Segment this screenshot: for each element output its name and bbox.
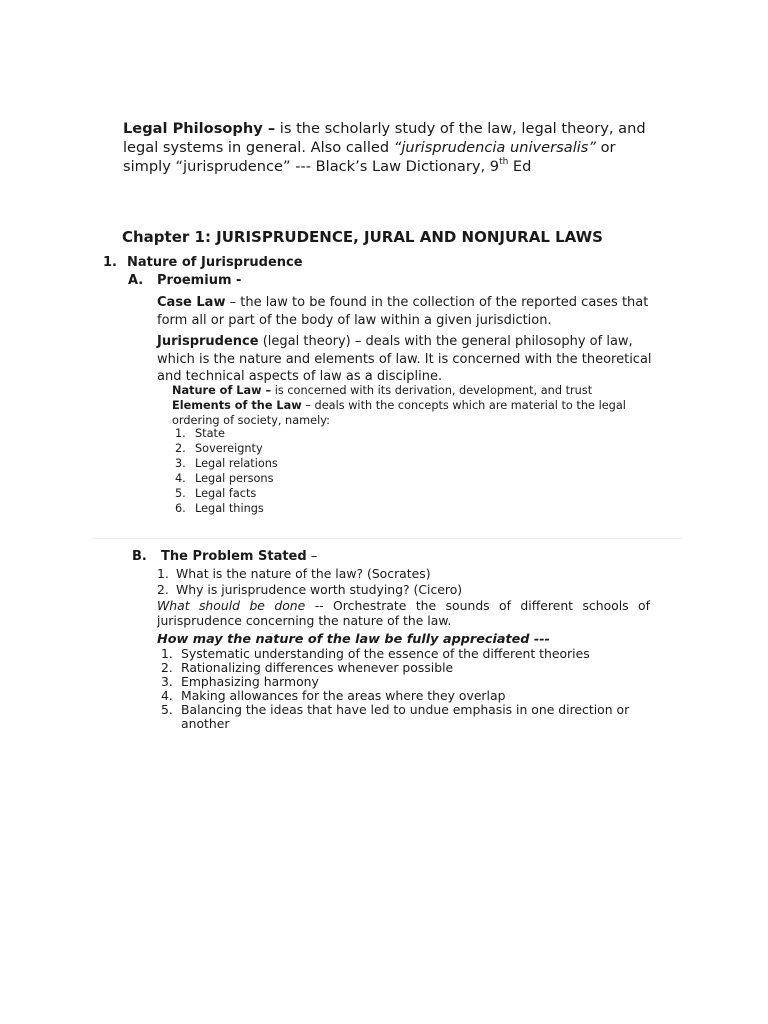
case-law-text: – the law to be found in the collection of the reported cases that form all or part of the body of law within a given jurisdiction. [157,295,649,328]
list-item: 1. What is the nature of the law? (Socrates) [157,566,431,581]
nature-of-law-paragraph [172,383,642,398]
list-item: 3. Legal relations [175,456,278,470]
elements-of-law-text: – deals with the concepts which are material to the legal ordering of society, namely: [172,399,626,427]
edition-superscript: th [499,157,509,168]
subsection-letter: B. [132,549,147,564]
how-may-heading: How may the nature of the law be fully appreciated --- [157,632,550,647]
definition-quote: “jurisprudencia universalis” [393,139,596,156]
subsection-letter: A. [128,273,144,288]
list-item: 5. Balancing the ideas that have led to undue emphasis in one direction or another [161,702,630,731]
what-should-be-done-term: What should be done [157,598,306,613]
list-item: 2. Why is jurisprudence worth studying? (Cicero) [157,582,463,597]
jurisprudence-text: (legal theory) – deals with the general philosophy of law, which is the nature and elements of law. It is concerned with the theoretical and technical aspects of law as a discipline. [157,334,652,384]
section-number: 1. [103,255,117,270]
list-item: 1. State [175,427,225,440]
list-item: 2. Rationalizing differences whenever possible [161,660,454,675]
subsection-heading-problem [132,549,317,564]
nature-of-law-text: is concerned with its derivation, development, and trust [271,384,593,397]
list-item: 4. Legal persons [175,471,274,485]
subsection-title: Proemium - [157,273,242,288]
list-item: 4. Making allowances for the areas where they overlap [161,688,506,703]
definition-text-3: Ed [508,158,532,175]
nature-of-law-term: Nature of Law – [172,384,272,397]
subsection-heading-proemium [128,273,241,288]
questions-list [157,566,462,598]
ways-list [161,647,661,731]
definition-text-2: or simply “jurisprudence” --- Black’s Law Dictionary, 9 [123,139,616,175]
elements-of-law-term: Elements of the Law [172,399,302,412]
section-heading-nature [103,255,303,270]
subsection-title: The Problem Stated [161,549,307,564]
list-item: 6. Legal things [175,501,264,515]
jurisprudence-term: Jurisprudence [157,334,259,349]
subsection-dash: – [306,549,318,564]
what-should-be-done-paragraph [157,598,650,628]
section-divider [92,538,682,539]
list-item: 5. Legal facts [175,486,257,500]
section-title: Nature of Jurisprudence [127,255,303,270]
what-should-be-done-text: -- Orchestrate the sounds of different schools of jurisprudence concerning the nature of the law. [157,598,650,628]
legal-philosophy-definition [123,119,663,176]
legal-philosophy-term: Legal Philosophy – [123,120,276,137]
jurisprudence-paragraph [157,333,667,386]
case-law-term: Case Law [157,295,226,310]
list-item: 3. Emphasizing harmony [161,674,319,689]
list-item: 2. Sovereignty [175,441,263,455]
elements-list [175,427,278,516]
definition-text-1: is the scholarly study of the law, legal theory, and legal systems in general. Also called [123,120,646,156]
case-law-paragraph [157,294,667,329]
chapter-title: Chapter 1: JURISPRUDENCE, JURAL AND NONJURAL LAWS [122,228,603,246]
list-item: 1. Systematic understanding of the essence of the different theories [161,646,590,661]
elements-of-law-paragraph [172,398,642,428]
